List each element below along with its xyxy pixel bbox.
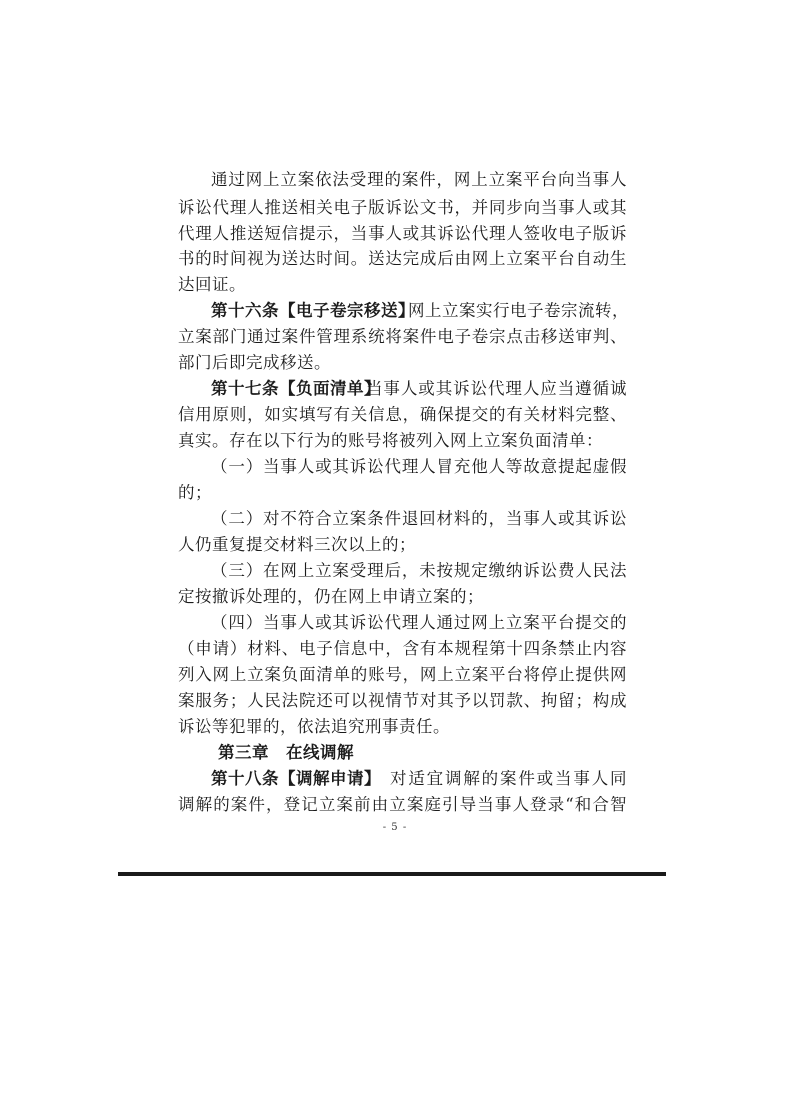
list-item-line: 的； — [178, 483, 212, 502]
paragraph-line: 调解的案件，登记立案前由立案庭引导当事人登录“和合智 — [178, 795, 627, 814]
list-item-line: （二）对不符合立案条件退回材料的，当事人或其诉讼 — [211, 509, 627, 528]
list-item-line: （三）在网上立案受理后，未按规定缴纳诉讼费人民法 — [211, 561, 627, 580]
article-heading: 第十七条【负面清单】 — [211, 379, 381, 398]
paragraph-line: 当事人或其诉讼代理人应当遵循诚 — [366, 379, 627, 398]
paragraph-line: 信用原则，如实填写有关信息，确保提交的有关材料完整、 — [178, 405, 627, 424]
article-heading: 第十八条【调解申请】 — [211, 769, 381, 788]
list-item-line: 列入网上立案负面清单的账号，网上立案平台将停止提供网 — [178, 665, 627, 684]
list-item-line: （申请）材料、电子信息中，含有本规程第十四条禁止内容 — [178, 639, 627, 658]
paragraph-line: 书的时间视为送达时间。送达完成后由网上立案平台自动生 — [178, 249, 627, 268]
list-item-line: 定按撤诉处理的，仍在网上申请立案的； — [178, 587, 484, 606]
chapter-heading: 第三章 在线调解 — [218, 743, 354, 762]
paragraph-line: 部门后即完成移送。 — [178, 353, 331, 372]
paragraph-line: 达回证。 — [178, 275, 246, 294]
paragraph-line: 立案部门通过案件管理系统将案件电子卷宗点击移送审判、 — [178, 327, 627, 346]
article-heading: 第十六条【电子卷宗移送】 — [211, 301, 415, 320]
paragraph-line: 通过网上立案依法受理的案件，网上立案平台向当事人 — [211, 170, 627, 189]
paragraph-line: 诉讼代理人推送相关电子版诉讼文书，并同步向当事人或其 — [178, 198, 627, 217]
page-number: - 5 - — [382, 822, 408, 833]
list-item-line: （一）当事人或其诉讼代理人冒充他人等故意提起虚假 — [211, 457, 627, 476]
list-item-line: （四）当事人或其诉讼代理人通过网上立案平台提交的 — [211, 613, 627, 632]
list-item-line: 人仍重复提交材料三次以上的； — [178, 535, 416, 554]
paragraph-line: 代理人推送短信提示，当事人或其诉讼代理人签收电子版诉 — [178, 224, 627, 243]
list-item-line: 诉讼等犯罪的，依法追究刑事责任。 — [178, 717, 450, 736]
paragraph-line: 对适宜调解的案件或当事人同 — [390, 769, 627, 788]
paragraph-line: 网上立案实行电子卷宗流转， — [408, 301, 629, 320]
paragraph-line: 真实。存在以下行为的账号将被列入网上立案负面清单： — [178, 431, 603, 450]
footer-divider — [118, 872, 666, 876]
list-item-line: 案服务；人民法院还可以视情节对其予以罚款、拘留；构成 — [178, 691, 627, 710]
